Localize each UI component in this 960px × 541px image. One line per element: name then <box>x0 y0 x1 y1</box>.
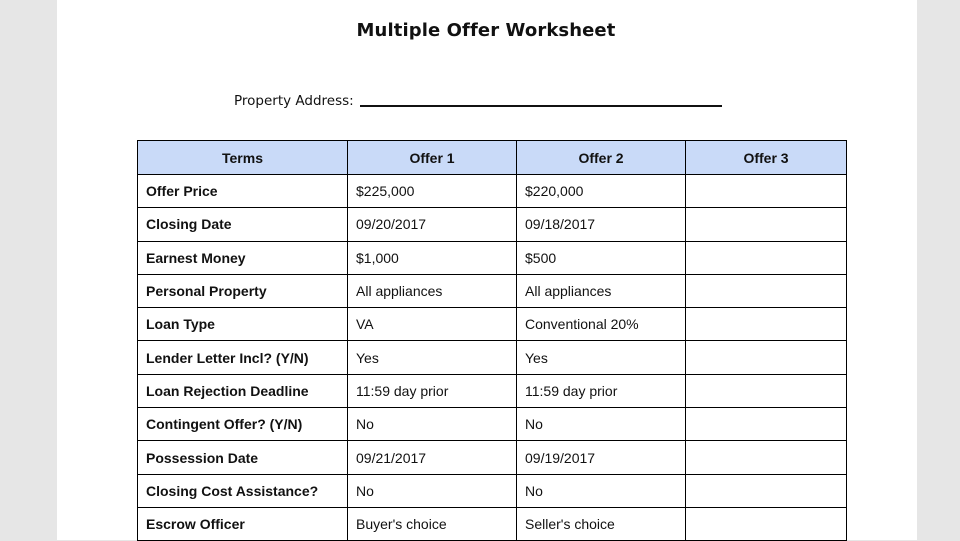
table-row <box>138 474 847 507</box>
term-cell: Loan Type <box>138 308 348 341</box>
term-cell: Closing Date <box>138 208 348 241</box>
term-cell: Offer Price <box>138 175 348 208</box>
offer-2-cell: 09/18/2017 <box>517 208 686 241</box>
offer-2-cell: 11:59 day prior <box>517 374 686 407</box>
offer-2-cell: Yes <box>517 341 686 374</box>
header-terms: Terms <box>138 141 348 175</box>
offer-1-cell: $225,000 <box>348 175 517 208</box>
offer-1-cell: Buyer's choice <box>348 507 517 540</box>
table-row <box>138 175 847 208</box>
offer-2-cell: 09/19/2017 <box>517 441 686 474</box>
table-row <box>138 241 847 274</box>
offer-2-cell: Seller's choice <box>517 507 686 540</box>
offer-1-cell: $1,000 <box>348 241 517 274</box>
term-cell: Loan Rejection Deadline <box>138 374 348 407</box>
table-row <box>138 507 847 540</box>
offer-2-cell: Conventional 20% <box>517 308 686 341</box>
header-offer-1: Offer 1 <box>348 141 517 175</box>
offer-3-cell <box>686 374 847 407</box>
offer-comparison-table <box>137 140 847 541</box>
offer-3-cell <box>686 274 847 307</box>
offer-3-cell <box>686 175 847 208</box>
offer-1-cell: 11:59 day prior <box>348 374 517 407</box>
term-cell: Contingent Offer? (Y/N) <box>138 408 348 441</box>
table-row <box>138 441 847 474</box>
document-page <box>57 0 917 540</box>
table-row <box>138 341 847 374</box>
offer-3-cell <box>686 507 847 540</box>
offer-2-cell: All appliances <box>517 274 686 307</box>
offer-1-cell: Yes <box>348 341 517 374</box>
offer-1-cell: All appliances <box>348 274 517 307</box>
offer-3-cell <box>686 474 847 507</box>
offer-3-cell <box>686 408 847 441</box>
table-header-row <box>138 141 847 175</box>
offer-3-cell <box>686 208 847 241</box>
header-offer-2: Offer 2 <box>517 141 686 175</box>
header-offer-3: Offer 3 <box>686 141 847 175</box>
term-cell: Lender Letter Incl? (Y/N) <box>138 341 348 374</box>
offer-1-cell: VA <box>348 308 517 341</box>
term-cell: Possession Date <box>138 441 348 474</box>
table-row <box>138 208 847 241</box>
table-row <box>138 274 847 307</box>
offer-1-cell: No <box>348 408 517 441</box>
offer-3-cell <box>686 441 847 474</box>
offer-2-cell: No <box>517 474 686 507</box>
term-cell: Earnest Money <box>138 241 348 274</box>
table-row <box>138 374 847 407</box>
offer-3-cell <box>686 241 847 274</box>
offer-1-cell: 09/20/2017 <box>348 208 517 241</box>
term-cell: Closing Cost Assistance? <box>138 474 348 507</box>
term-cell: Escrow Officer <box>138 507 348 540</box>
offer-3-cell <box>686 341 847 374</box>
document-title: Multiple Offer Worksheet <box>356 20 616 41</box>
table-row <box>138 308 847 341</box>
offer-1-cell: No <box>348 474 517 507</box>
offer-1-cell: 09/21/2017 <box>348 441 517 474</box>
property-address-label: Property Address: <box>234 93 354 109</box>
table-row <box>138 408 847 441</box>
offer-2-cell: $500 <box>517 241 686 274</box>
offer-3-cell <box>686 308 847 341</box>
offer-2-cell: No <box>517 408 686 441</box>
term-cell: Personal Property <box>138 274 348 307</box>
property-address-row <box>234 89 722 109</box>
property-address-blank-line <box>360 102 722 107</box>
offer-2-cell: $220,000 <box>517 175 686 208</box>
